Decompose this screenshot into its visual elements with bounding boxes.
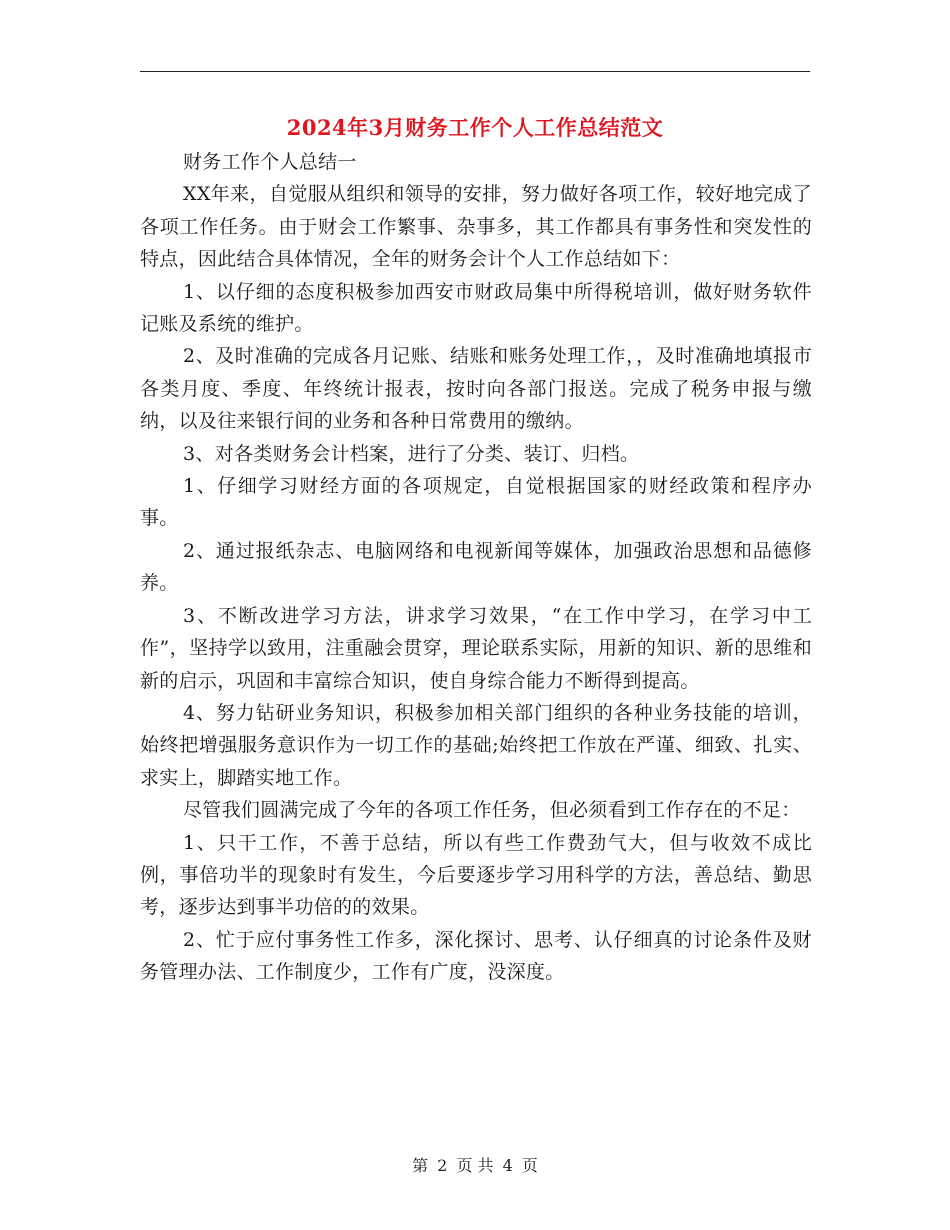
shortcomings-intro: 尽管我们圆满完成了今年的各项工作任务，但必须看到工作存在的不足： [183, 799, 801, 822]
page-footer [0, 1153, 950, 1176]
document-title: 2024年3月财务工作个人工作总结范文 [286, 115, 664, 140]
list-item: 1、以仔细的态度积极参加西安市财政局集中所得税培训，做好财务软件记账及系统的维护。 [140, 280, 812, 336]
total-pages-number: 4 [502, 1156, 513, 1175]
list-item: 1、仔细学习财经方面的各项规定，自觉根据国家的财经政策和程序办事。 [140, 475, 812, 530]
list-item: 4、努力钻研业务知识，积极参加相关部门组织的各种业务技能的培训，始终把增强服务意识作为一切工作的基础;始终把工作放在严谨、细致、扎实、求实上，脚踏实地工作。 [140, 701, 812, 789]
header-rule [140, 71, 810, 72]
footer-prefix: 第 [412, 1156, 429, 1175]
list-item: 3、不断改进学习方法，讲求学习效果，“在工作中学习，在学习中工作”，坚持学以致用，注重融会贯穿，理论联系实际，用新的知识、新的思维和新的启示，巩固和丰富综合知识，使自身综合能力不断得到提高。 [140, 604, 812, 692]
document-body [140, 146, 812, 989]
list-item: 2、及时准确的完成各月记账、结账和账务处理工作，，及时准确地填报市各类月度、季度、年终统计报表，按时向各部门报送。完成了税务申报与缴纳，以及往来银行间的业务和各种日常费用的缴纳。 [140, 345, 812, 433]
section-heading: 财务工作个人总结一 [183, 151, 357, 173]
list-item: 1、只干工作，不善于总结，所以有些工作费劲气大，但与收效不成比例，事倍功半的现象时有发生，今后要逐步学习用科学的方法，善总结、勤思考，逐步达到事半功倍的的效果。 [140, 831, 812, 919]
current-page-number: 2 [437, 1156, 448, 1175]
list-item: 2、通过报纸杂志、电脑网络和电视新闻等媒体，加强政治思想和品德修养。 [140, 539, 812, 595]
list-item: 3、对各类财务会计档案，进行了分类、装订、归档。 [183, 442, 640, 465]
intro-paragraph: XX年来，自觉服从组织和领导的安排，努力做好各项工作，较好地完成了各项工作任务。由于财会工作繁事、杂事多，其工作都具有事务性和突发性的特点，因此结合具体情况，全年的财务会计个人工作总结如下： [140, 183, 812, 271]
footer-middle: 页 共 [456, 1156, 494, 1175]
footer-suffix: 页 [521, 1156, 538, 1175]
list-item: 2、忙于应付事务性工作多，深化探讨、思考、认仔细真的讨论条件及财务管理办法、工作制度少，工作有广度，没深度。 [140, 928, 812, 984]
